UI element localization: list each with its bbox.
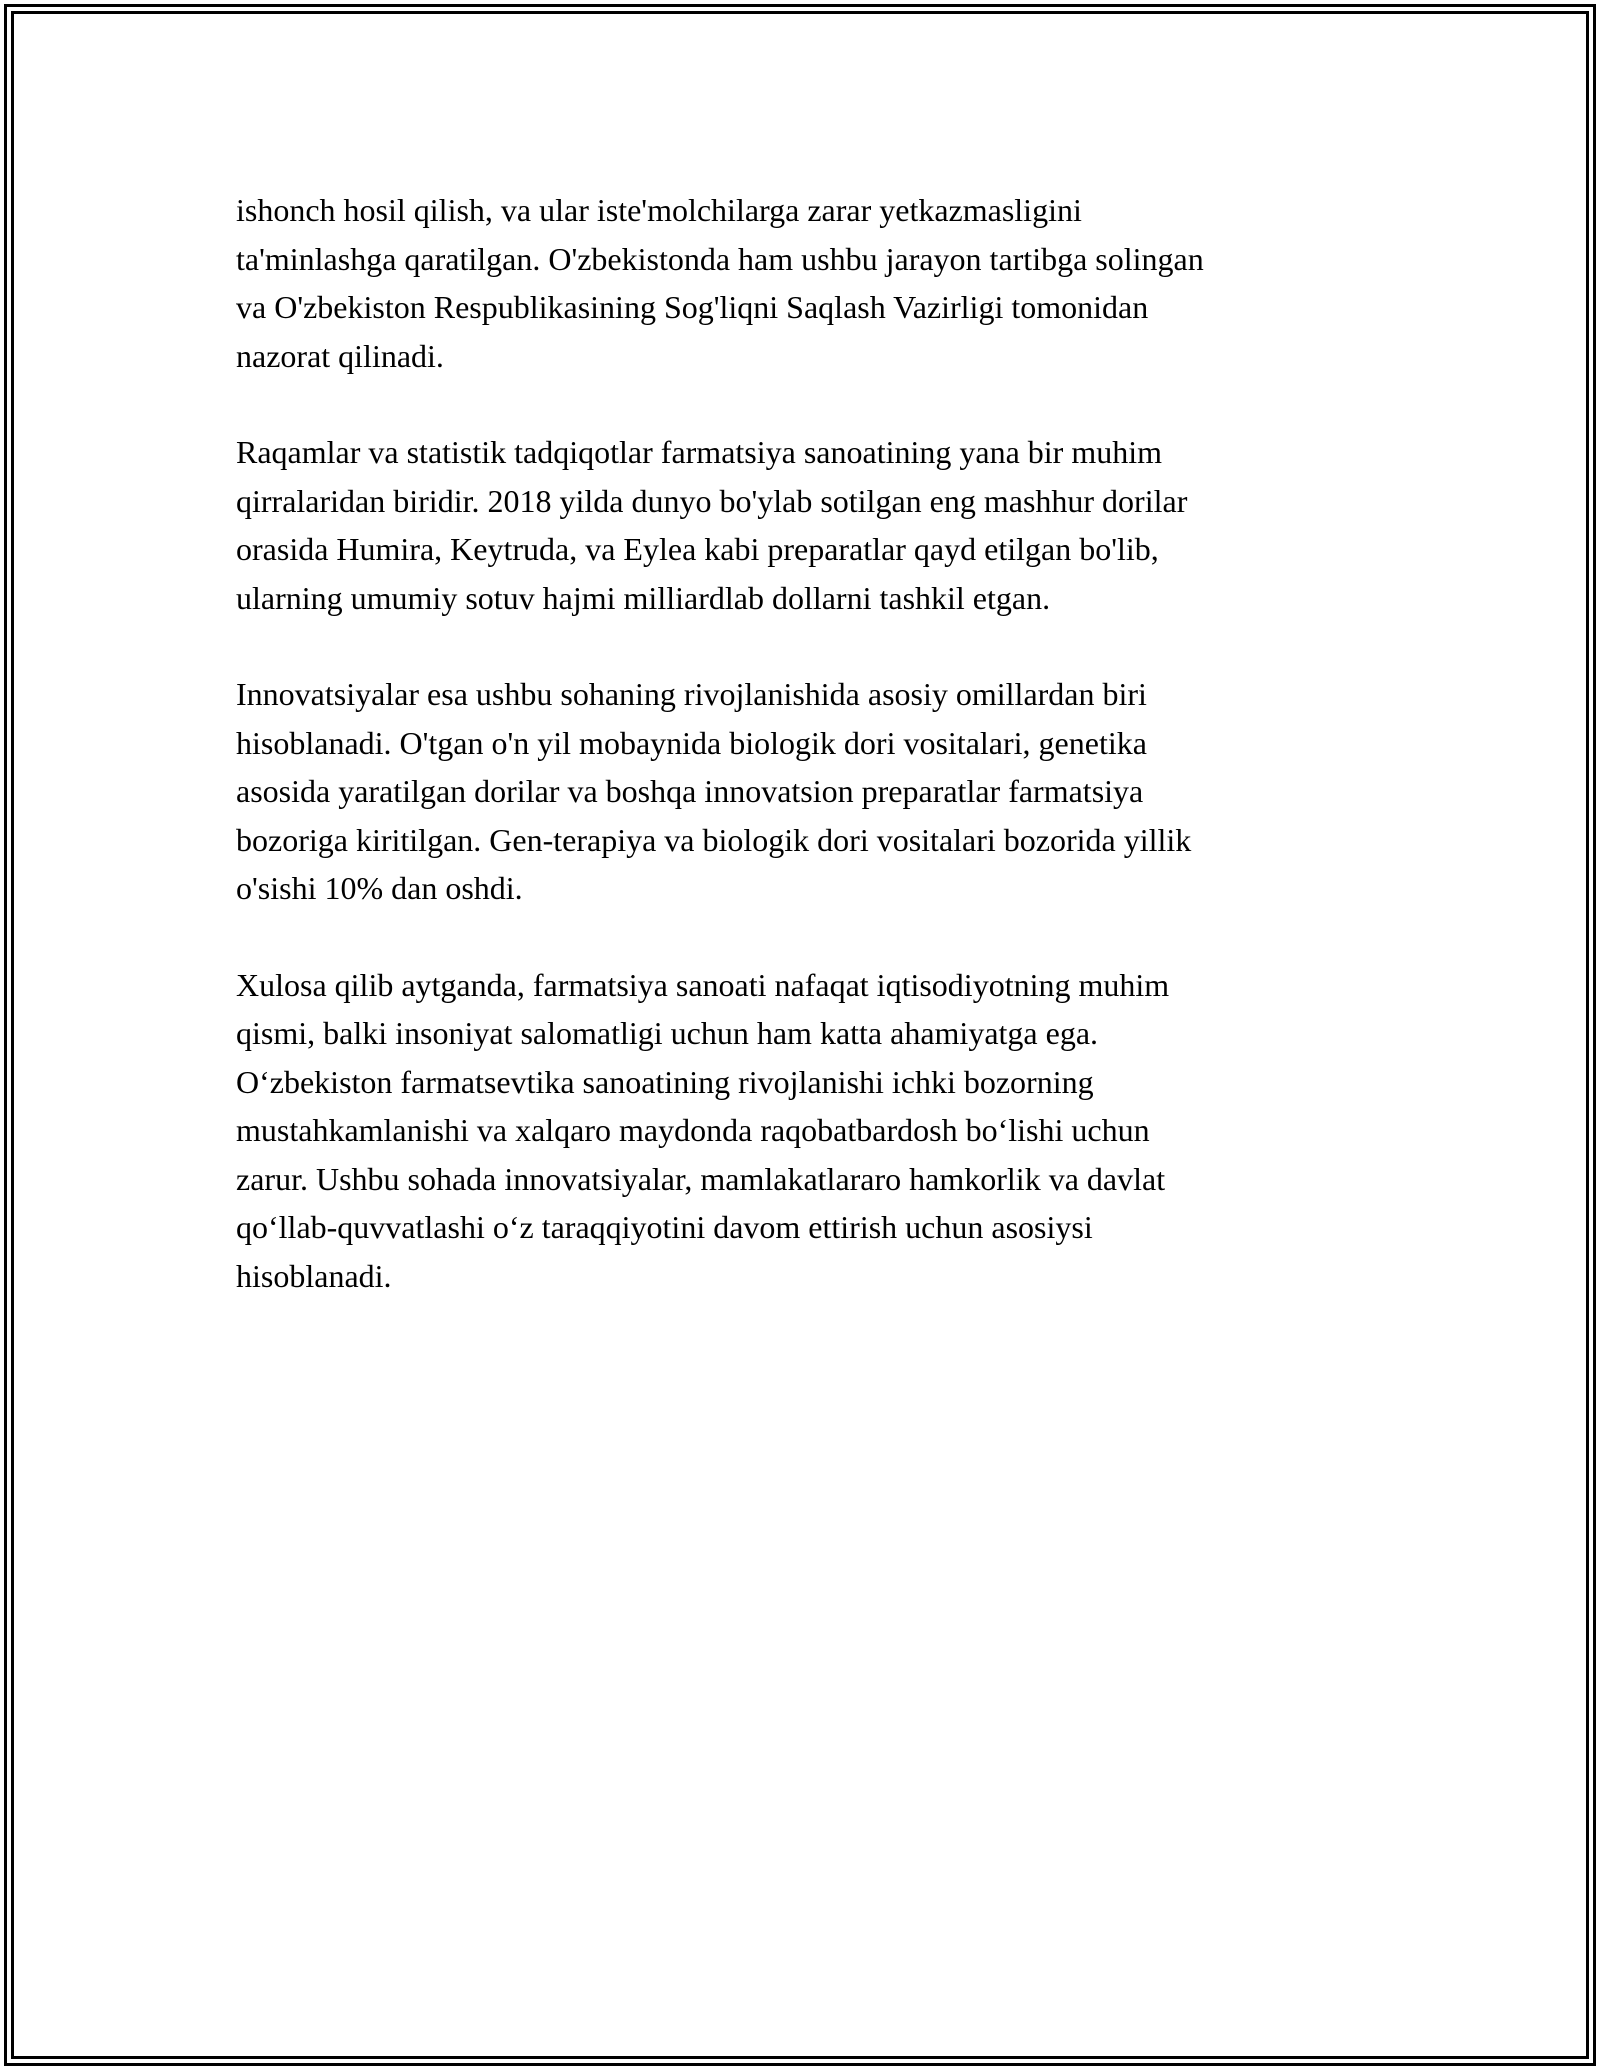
- paragraph-line: va O'zbekiston Respublikasining Sog'liqni Saqlash Vazirligi tomonidan: [236, 289, 1149, 325]
- paragraph-line: ta'minlashga qaratilgan. O'zbekistonda ham ushbu jarayon tartibga solingan: [236, 240, 1204, 277]
- paragraph-line: mustahkamlanishi va xalqaro maydonda raqobatbardosh bo‘lishi uchun: [236, 1112, 1150, 1148]
- paragraph-line: zarur. Ushbu sohada innovatsiyalar, mamlakatlararo hamkorlik va davlat: [236, 1160, 1166, 1197]
- paragraph-line: qo‘llab-quvvatlashi o‘z taraqqiyotini davom ettirish uchun asosiysi: [236, 1209, 1093, 1245]
- paragraph-line: qismi, balki insoniyat salomatligi uchun ham katta ahamiyatga ega.: [236, 1015, 1099, 1051]
- paragraph-3: [236, 670, 1366, 913]
- paragraph-line: bozoriga kiritilgan. Gen-terapiya va biologik dori vositalari bozorida yillik: [236, 821, 1192, 858]
- paragraph-line: O‘zbekiston farmatsevtika sanoatining rivojlanishi ichki bozorning: [236, 1063, 1094, 1100]
- paragraph-line: ularning umumiy sotuv hajmi milliardlab dollarni tashkil etgan.: [236, 579, 1051, 616]
- paragraph-line: hisoblanadi. O'tgan o'n yil mobaynida biologik dori vositalari, genetika: [236, 724, 1147, 761]
- paragraph-line: nazorat qilinadi.: [236, 337, 444, 374]
- paragraph-line: hisoblanadi.: [236, 1257, 392, 1294]
- paragraph-2: [236, 428, 1366, 622]
- paragraph-1: [236, 186, 1366, 380]
- paragraph-line: asosida yaratilgan dorilar va boshqa innovatsion preparatlar farmatsiya: [236, 773, 1144, 809]
- document-body: [236, 186, 1366, 1348]
- paragraph-line: Xulosa qilib aytganda, farmatsiya sanoati nafaqat iqtisodiyotning muhim: [236, 966, 1170, 1003]
- paragraph-line: ishonch hosil qilish, va ular iste'molchilarga zarar yetkazmasligini: [236, 192, 1082, 228]
- paragraph-4: [236, 961, 1366, 1301]
- paragraph-line: Raqamlar va statistik tadqiqotlar farmatsiya sanoatining yana bir muhim: [236, 434, 1162, 470]
- paragraph-line: orasida Humira, Keytruda, va Eylea kabi preparatlar qayd etilgan bo'lib,: [236, 531, 1159, 567]
- paragraph-line: Innovatsiyalar esa ushbu sohaning rivojlanishida asosiy omillardan biri: [236, 676, 1147, 712]
- paragraph-line: qirralaridan biridir. 2018 yilda dunyo bo'ylab sotilgan eng mashhur dorilar: [236, 482, 1188, 519]
- paragraph-line: o'sishi 10% dan oshdi.: [236, 870, 523, 906]
